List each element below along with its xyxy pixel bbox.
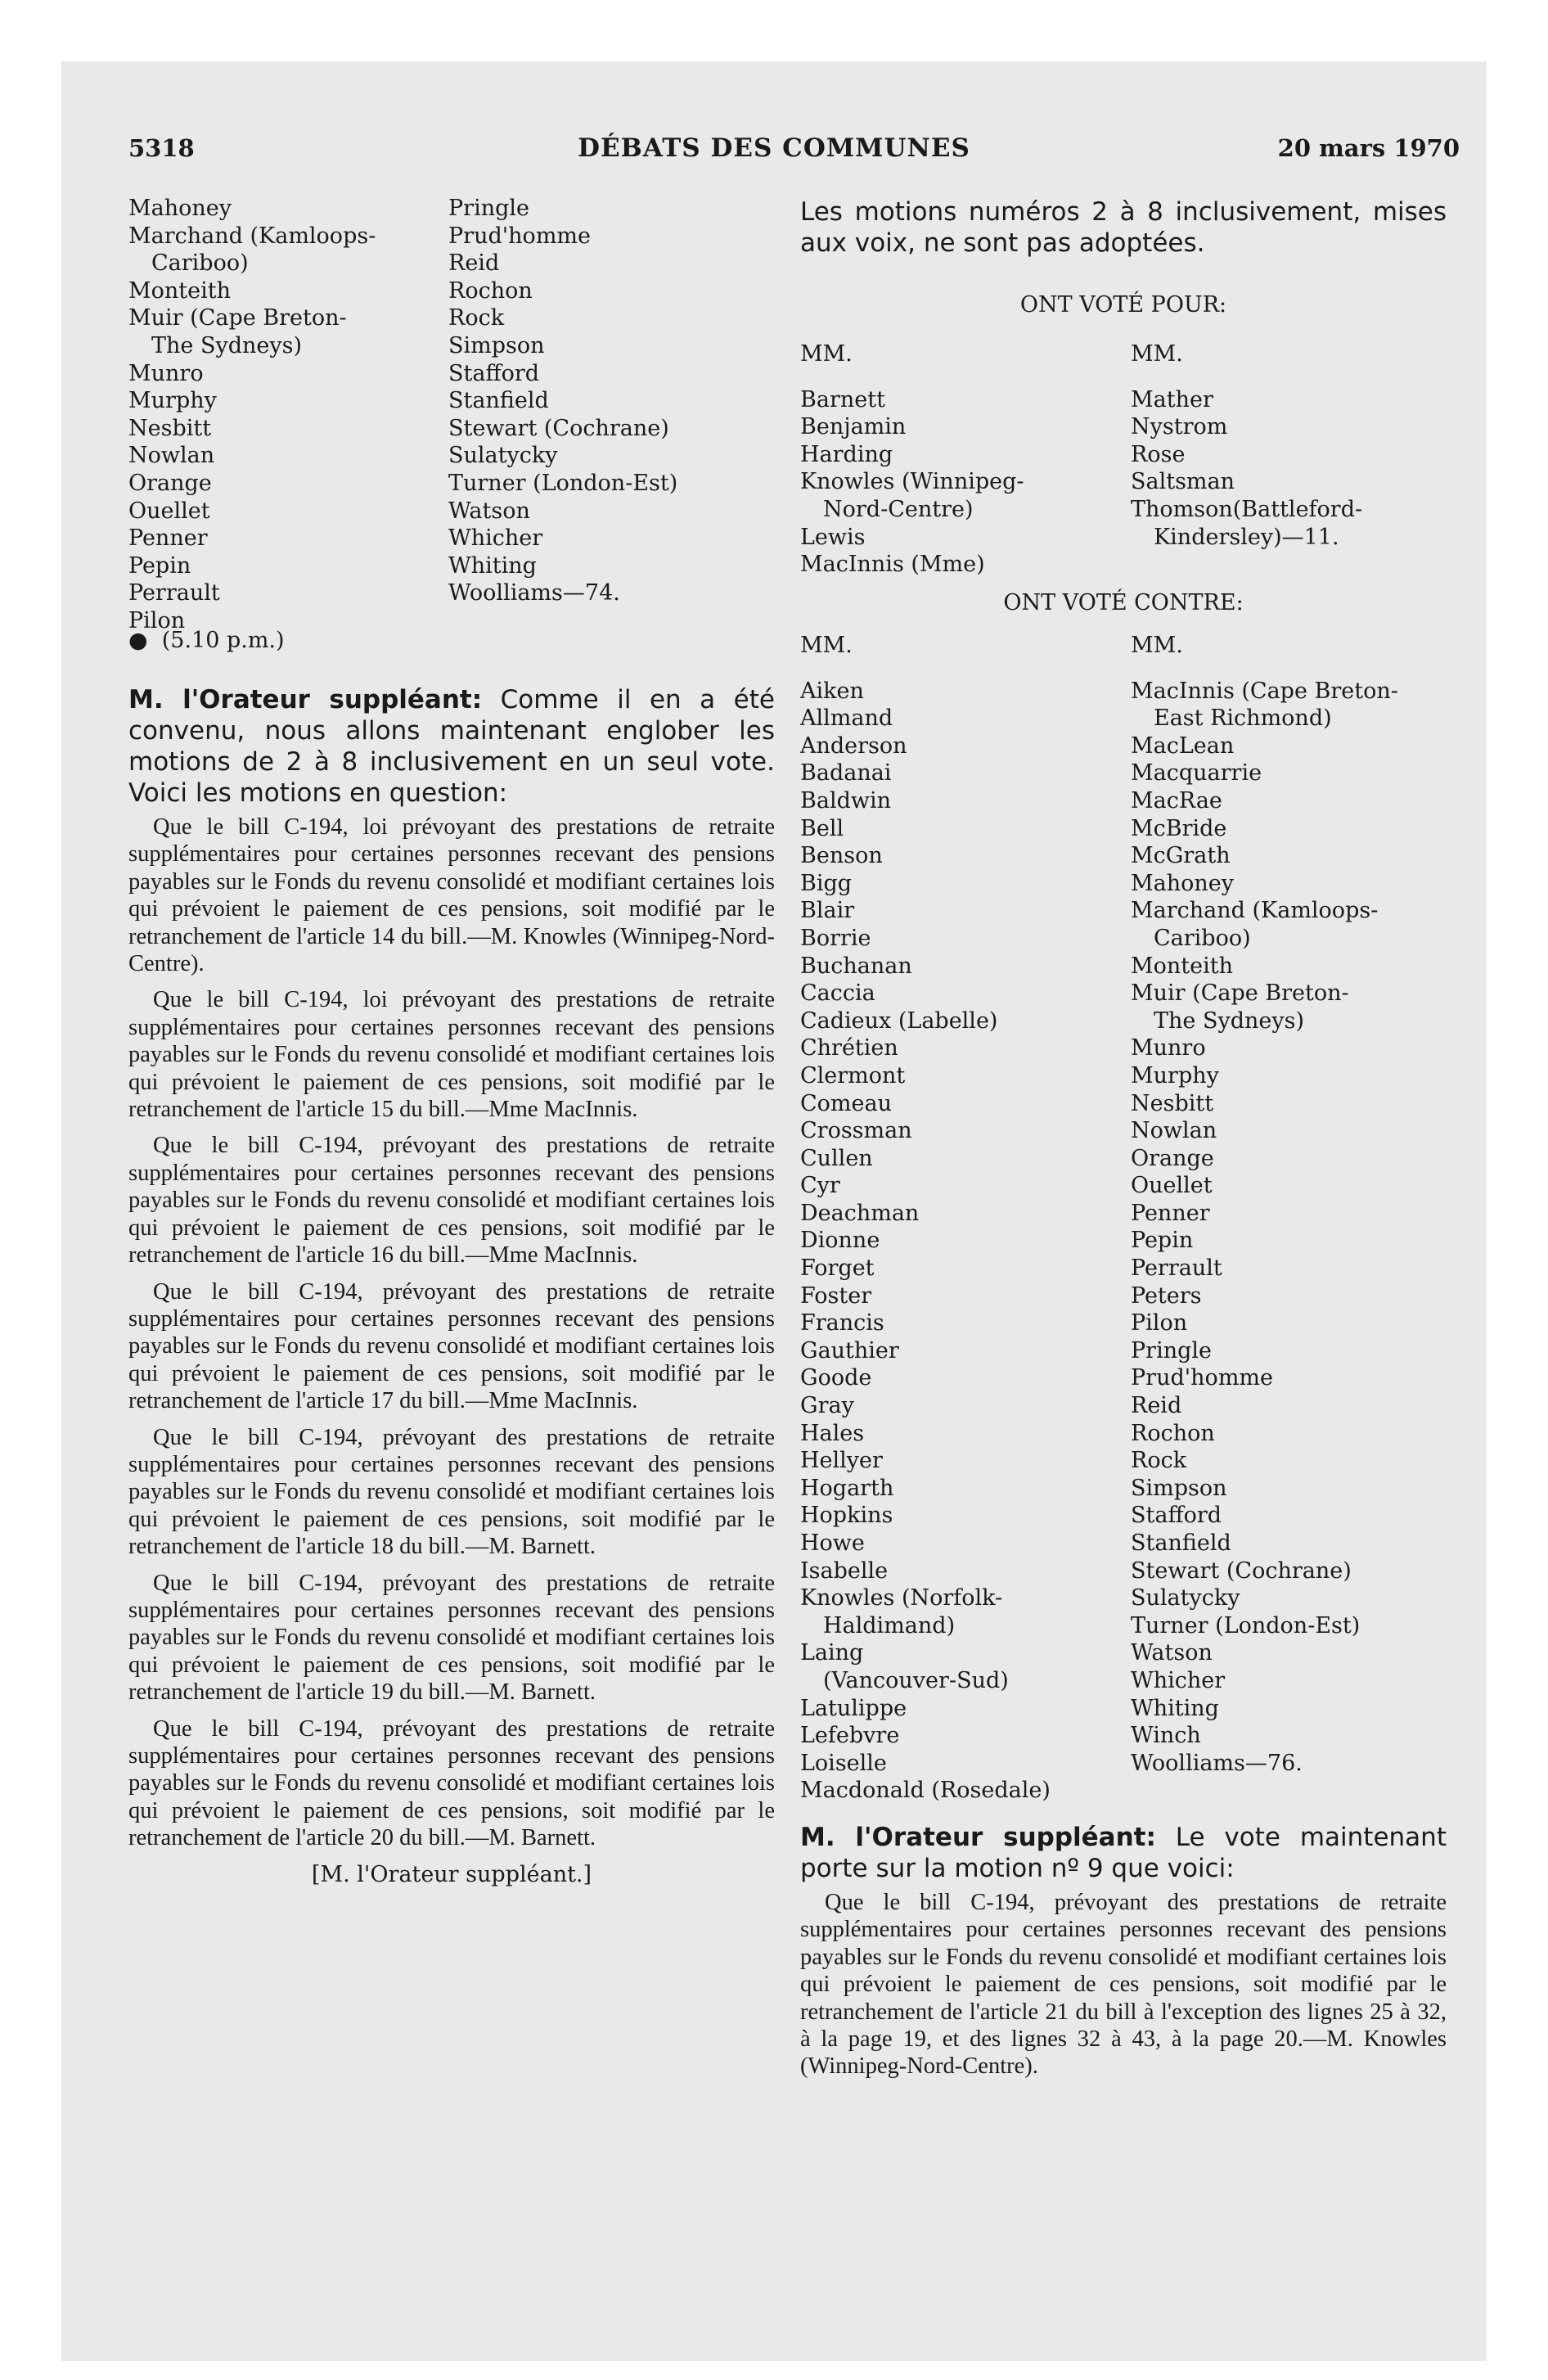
list-item: Aiken — [800, 678, 864, 704]
list-item: Nowlan — [1131, 1118, 1217, 1144]
list-item: Pringle — [448, 196, 529, 221]
list-item: Pilon — [128, 607, 186, 633]
list-item: Peters — [1131, 1282, 1202, 1309]
motion-paragraph: Que le bill C-194, prévoyant des prestations de retraite supplémentaires pour certaines personnes recevant des pensions payables sur le Fonds du revenu consolidé et modifiant certaines lois qui prévoient le paiement de ces pensions, soit modifié par le retranchement de l'article 16 du bill.—Mme MacInnis. — [128, 1133, 775, 1269]
list-item: Anderson — [800, 732, 907, 759]
list-item: Badanai — [800, 760, 892, 787]
list-item: Reid — [448, 250, 500, 277]
list-item: Marchand (Kamloops- — [1131, 898, 1379, 924]
list-item: Orange — [1131, 1145, 1214, 1171]
list-item: Stewart (Cochrane) — [448, 415, 669, 441]
list-item: Muir (Cape Breton- — [128, 305, 347, 331]
motion-paragraph: Que le bill C-194, prévoyant des prestations de retraite supplémentaires pour certaines personnes recevant des pensions payables sur le Fonds du revenu consolidé et modifiant certaines lois qui prévoient le paiement de ces pensions, soit modifié par le retranchement de l'article 19 du bill.—M. Barnett. — [128, 1570, 775, 1706]
list-item: Forget — [800, 1255, 875, 1282]
list-item: Hellyer — [800, 1448, 883, 1474]
list-item: Howe — [800, 1530, 865, 1556]
motion-paragraph: Que le bill C-194, loi prévoyant des prestations de retraite supplémentaires pour certaines personnes recevant des pensions payables sur le Fonds du revenu consolidé et modifiant certaines lois qui prévoient le paiement de ces pensions, soit modifié par le retranchement de l'article 15 du bill.—Mme MacInnis. — [128, 987, 775, 1123]
list-item: Hales — [800, 1420, 865, 1446]
left-text-block — [128, 684, 775, 1888]
list-item: Cullen — [800, 1145, 873, 1171]
list-item: Chrétien — [800, 1035, 898, 1062]
list-label: MM. — [1131, 341, 1183, 367]
time-stamp: (5.10 p.m.) — [161, 628, 285, 653]
list-item: Stafford — [448, 360, 540, 386]
list-item: Cariboo) — [151, 250, 249, 277]
list-item: MacInnis (Mme) — [800, 552, 985, 578]
vote-pour-col1 — [800, 340, 1024, 579]
list-item: Buchanan — [800, 953, 912, 979]
bullet-icon: ● — [128, 628, 162, 653]
list-item: Benson — [800, 843, 883, 869]
list-item: Barnett — [800, 386, 885, 412]
list-item: Clermont — [800, 1062, 906, 1089]
list-item: MacInnis (Cape Breton- — [1131, 678, 1398, 704]
list-item: Pringle — [1131, 1337, 1212, 1364]
list-item: Kindersley)—11. — [1154, 524, 1339, 550]
vote-contre-col2 — [1131, 632, 1398, 1777]
page-title: DÉBATS DES COMMUNES — [578, 133, 970, 163]
list-item: East Richmond) — [1154, 705, 1332, 732]
list-item: Foster — [800, 1282, 872, 1309]
list-item: Macdonald (Rosedale) — [800, 1778, 1051, 1804]
list-item: Whicher — [1131, 1667, 1226, 1693]
list-item: Mahoney — [128, 196, 232, 221]
list-item: Monteith — [128, 277, 231, 304]
list-item: McBride — [1131, 815, 1227, 841]
list-item: Murphy — [1131, 1062, 1219, 1089]
list-item: Latulippe — [800, 1695, 907, 1721]
list-item: Allmand — [800, 705, 893, 732]
list-item: Saltsman — [1131, 469, 1235, 495]
motion-paragraph: Que le bill C-194, prévoyant des prestations de retraite supplémentaires pour certaines personnes recevant des pensions payables sur le Fonds du revenu consolidé et modifiant certaines lois qui prévoient le paiement de ces pensions, soit modifié par le retranchement de l'article 20 du bill.—M. Barnett. — [128, 1715, 775, 1851]
list-item: Goode — [800, 1365, 872, 1391]
list-item: Monteith — [1131, 953, 1233, 979]
list-item: Isabelle — [800, 1557, 889, 1584]
list-label: MM. — [800, 341, 853, 367]
speaker-text: Le vote maintenant porte sur la motion nº 9 que voici: — [800, 1823, 1447, 1883]
list-item: Stanfield — [1131, 1530, 1231, 1556]
list-item: Laing — [800, 1640, 864, 1666]
vote-pour-heading: ONT VOTÉ POUR: — [1019, 292, 1227, 318]
list-item: Mahoney — [1131, 870, 1235, 896]
motion-paragraph: Que le bill C-194, prévoyant des prestations de retraite supplémentaires pour certaines personnes recevant des pensions payables sur le Fonds du revenu consolidé et modifiant certaines lois qui prévoient le paiement de ces pensions, soit modifié par le retranchement de l'article 18 du bill.—M. Barnett. — [128, 1424, 775, 1560]
list-item: Comeau — [800, 1090, 892, 1116]
list-item: Mather — [1131, 386, 1213, 412]
left-names-col1 — [128, 195, 376, 635]
list-item: Rose — [1131, 441, 1186, 467]
list-item: Munro — [128, 360, 204, 386]
speaker-paragraph-left — [128, 684, 775, 809]
list-item: Rock — [448, 305, 505, 331]
list-item: Knowles (Winnipeg- — [800, 469, 1024, 495]
list-item: Rochon — [448, 277, 533, 304]
list-item: Rochon — [1131, 1420, 1215, 1446]
left-names-col2 — [448, 195, 677, 607]
list-item: Prud'homme — [1131, 1365, 1273, 1391]
list-item: Woolliams—76. — [1131, 1750, 1303, 1776]
speaker-paragraph-right — [800, 1822, 1447, 1884]
list-item: The Sydneys) — [1154, 1007, 1305, 1034]
list-item: Munro — [1131, 1035, 1206, 1062]
list-item: Stanfield — [448, 388, 549, 414]
list-item: Marchand (Kamloops- — [128, 223, 376, 249]
list-item: Whiting — [448, 552, 537, 579]
speaker-name: M. l'Orateur suppléant: — [800, 1823, 1156, 1852]
list-item: MacLean — [1131, 732, 1235, 759]
list-item: Winch — [1131, 1723, 1201, 1749]
motion-paragraph: Que le bill C-194, prévoyant des prestations de retraite supplémentaires pour certaines personnes recevant des pensions payables sur le Fonds du revenu consolidé et modifiant certaines lois qui prévoient le paiement de ces pensions, soit modifié par le retranchement de l'article 21 du bill à l'exception des lignes 25 à 32, à la page 19, et des lignes 32 à 43, à la page 20.—M. Knowles (Winnipeg-Nord-Centre). — [800, 1890, 1447, 2080]
page-number: 5318 — [128, 134, 195, 162]
list-item: Harding — [800, 441, 893, 467]
list-item: Whiting — [1131, 1695, 1219, 1721]
list-item: Borrie — [800, 925, 871, 951]
motion-paragraph: Que le bill C-194, prévoyant des prestations de retraite supplémentaires pour certaines personnes recevant des pensions payables sur le Fonds du revenu consolidé et modifiant certaines lois qui prévoient le paiement de ces pensions, soit modifié par le retranchement de l'article 17 du bill.—Mme MacInnis. — [128, 1278, 775, 1414]
list-item: Francis — [800, 1310, 884, 1336]
list-item: The Sydneys) — [151, 332, 303, 358]
list-item: Simpson — [1131, 1475, 1227, 1501]
list-item: Turner (London-Est) — [448, 470, 678, 496]
result-text: Les motions numéros 2 à 8 inclusivement, mises aux voix, ne sont pas adoptées. — [800, 197, 1447, 258]
list-item: Penner — [128, 525, 208, 552]
list-item: Ouellet — [128, 498, 210, 524]
list-item: Bell — [800, 815, 844, 841]
list-item: Prud'homme — [448, 223, 591, 249]
list-item: Stafford — [1131, 1503, 1222, 1529]
list-item: Turner (London-Est) — [1131, 1612, 1361, 1639]
list-item: Nesbitt — [128, 415, 212, 441]
list-item: Deachman — [800, 1200, 920, 1226]
list-item: McGrath — [1131, 843, 1231, 869]
list-item: Cyr — [800, 1173, 840, 1199]
list-item: Sulatycky — [448, 443, 558, 469]
list-item: Muir (Cape Breton- — [1131, 980, 1349, 1007]
right-text-block — [800, 1822, 1447, 2089]
list-item: Simpson — [448, 332, 545, 358]
motion-paragraph: Que le bill C-194, loi prévoyant des prestations de retraite supplémentaires pour certaines personnes recevant des pensions payables sur le Fonds du revenu consolidé et modifiant certaines lois qui prévoient le paiement de ces pensions, soit modifié par le retranchement de l'article 14 du bill.—M. Knowles (Winnipeg-Nord-Centre). — [128, 814, 775, 977]
list-item: Penner — [1131, 1200, 1210, 1226]
list-label: MM. — [800, 633, 853, 658]
result-block — [800, 196, 1447, 259]
list-item: Blair — [800, 898, 855, 924]
list-item: Pepin — [1131, 1228, 1194, 1254]
list-item: Watson — [448, 498, 530, 524]
list-item: Benjamin — [800, 414, 907, 440]
list-item: Nord-Centre) — [823, 496, 974, 522]
list-item: Gauthier — [800, 1337, 899, 1364]
list-item: Ouellet — [1131, 1173, 1213, 1199]
list-item: Lefebvre — [800, 1723, 900, 1749]
list-item: Nystrom — [1131, 414, 1228, 440]
list-item: Caccia — [800, 980, 875, 1007]
list-item: Nesbitt — [1131, 1090, 1214, 1116]
list-item: Cadieux (Labelle) — [800, 1007, 998, 1034]
list-item: Rock — [1131, 1448, 1187, 1474]
list-item: Hopkins — [800, 1503, 893, 1529]
list-item: Perrault — [128, 580, 220, 606]
vote-contre-heading: ONT VOTÉ CONTRE: — [1003, 590, 1244, 615]
list-item: Baldwin — [800, 787, 891, 814]
list-item: Dionne — [800, 1228, 880, 1254]
vote-contre-col1 — [800, 632, 1051, 1805]
list-item: Hogarth — [800, 1475, 894, 1501]
list-item: Woolliams—74. — [448, 580, 620, 606]
list-item: Loiselle — [800, 1750, 887, 1776]
time-stamp-row — [128, 627, 285, 655]
list-item: Reid — [1131, 1393, 1182, 1419]
list-item: Knowles (Norfolk- — [800, 1585, 1003, 1611]
list-label: MM. — [1131, 633, 1183, 658]
list-item: Lewis — [800, 524, 866, 550]
list-item: MacRae — [1131, 787, 1222, 814]
list-item: Macquarrie — [1131, 760, 1262, 787]
page-date: 20 mars 1970 — [1277, 134, 1460, 162]
list-item: (Vancouver-Sud) — [823, 1667, 1009, 1693]
list-item: Gray — [800, 1393, 854, 1419]
list-item: Watson — [1131, 1640, 1213, 1666]
list-item: Pepin — [128, 552, 191, 579]
footer-note: [M. l'Orateur suppléant.] — [311, 1861, 592, 1887]
list-item: Cariboo) — [1154, 925, 1251, 951]
list-item: Thomson(Battleford- — [1131, 496, 1363, 522]
speaker-text: Comme il en a été convenu, nous allons maintenant englober les motions de 2 à 8 inclusivement en un seul vote. Voici les motions en question: — [128, 685, 775, 808]
list-item: Crossman — [800, 1118, 912, 1144]
list-item: Sulatycky — [1131, 1585, 1240, 1611]
list-item: Bigg — [800, 870, 853, 896]
list-item: Pilon — [1131, 1310, 1188, 1336]
list-item: Whicher — [448, 525, 543, 552]
list-item: Orange — [128, 470, 212, 496]
list-item: Perrault — [1131, 1255, 1222, 1282]
list-item: Haldimand) — [823, 1612, 956, 1639]
vote-pour-col2 — [1131, 340, 1362, 551]
list-item: Stewart (Cochrane) — [1131, 1557, 1352, 1584]
speaker-name: M. l'Orateur suppléant: — [128, 685, 483, 714]
list-item: Murphy — [128, 388, 217, 414]
list-item: Nowlan — [128, 443, 215, 469]
